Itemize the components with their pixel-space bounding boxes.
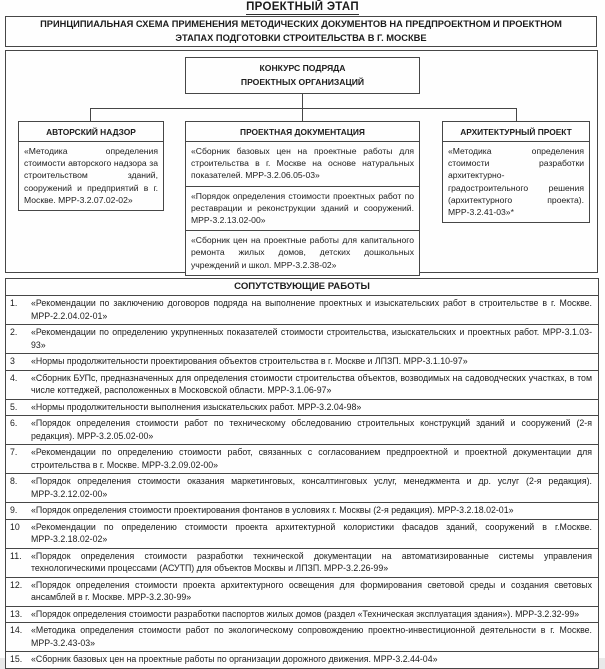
page-title-text: ПРОЕКТНЫЙ ЭТАП [246,1,359,13]
work-row [5,519,599,549]
flowchart-frame [5,50,598,273]
column-project-documentation [185,121,420,276]
work-row-text: «Порядок определения стоимости проектирования фонтанов в условиях г. Москвы (2-я редакция). МРР-3.2.18.02-01» [31,505,514,515]
work-row-number: 5. [10,401,18,412]
related-works-header: СОПУТСТВУЮЩИЕ РАБОТЫ [5,278,599,296]
work-row [5,295,599,325]
work-row-text: «Рекомендации по определению укрупненных показателей стоимости строительства, изыскательских и проектных работ. МРР-3.1.03-93» [31,327,592,350]
work-row-number: 6. [10,418,18,428]
column-project-documentation-header: ПРОЕКТНАЯ ДОКУМЕНТАЦИЯ [185,121,420,142]
work-row-number: 10 [10,521,20,532]
work-row-text: «Порядок определения стоимости оказания маркетинговых, консалтинговых услуг, менеджмента и др. услуг (2-я редакция). МРР-3.2.12.02-00» [31,476,592,499]
column-author-supervision [18,121,164,211]
doc-item: «Сборник базовых цен на проектные работы для строительства в г. Москве на основе натуральных показателей. МРР-3.2.06.05-03» [185,141,420,187]
doc-item: «Методика определения стоимости авторского надзора за строительством зданий, сооружений и предприятий в г. Москве. МРР-3.2.07.02-02» [18,141,164,211]
work-row-number: 15. [10,654,23,664]
tender-root-node [185,57,420,94]
work-row [5,651,599,669]
column-architectural-project-header: АРХИТЕКТУРНЫЙ ПРОЕКТ [442,121,590,142]
work-row-number: 3 [10,356,15,366]
column-architectural-project [442,121,590,223]
work-row [5,548,599,578]
work-row-number: 7. [10,447,18,457]
work-row-text: «Нормы продолжительности выполнения изыскательских работ. МРР-3.2.04-98» [31,401,362,412]
work-row [5,324,599,354]
work-row-text: «Нормы продолжительности проектирования объектов строительства в г. Москве и ЛПЗП. МРР-3.1.10-97» [31,356,468,366]
connector-drop-right-line [516,108,517,121]
scheme-title-text: ПРИНЦИПИАЛЬНАЯ СХЕМА ПРИМЕНЕНИЯ МЕТОДИЧЕСКИХ ДОКУМЕНТОВ НА ПРЕДПРОЕКТНОМ И ПРОЕКТНОМ ЭТАПАХ ПОДГОТОВКИ СТРОИТЕЛЬСТВА В Г. МОСКВЕ [40,19,562,43]
work-row-text: «Порядок определения стоимости разработки технической документации на автоматизированные системы управления технологическими процессами (АСУТП) для объектов Москвы и ЛПЗП. МРР-3.2.26-99» [31,550,592,573]
work-row-number: 11. [10,550,22,561]
work-row-number: 13. [10,608,23,619]
tender-root-line1: КОНКУРС ПОДРЯДА [259,63,346,74]
work-row-text: «Сборник базовых цен на проектные работы по организации дорожного движения. МРР-3.2.44-04» [31,654,438,664]
doc-item: «Сборник цен на проектные работы для капитального ремонта жилых домов, детских дошкольных учреждений и школ. МРР-3.2.38-02» [185,230,420,276]
column-author-supervision-header: АВТОРСКИЙ НАДЗОР [18,121,164,142]
work-row-number: 1. [10,298,18,308]
connector-drop-left-line [90,108,91,121]
work-row [5,606,599,624]
work-row [5,370,599,400]
work-row-text: «Рекомендации по определению стоимости проекта архитектурной колористики фасадов зданий, сооружений в г.Москве. МРР-3.2.18.02-02» [31,521,592,544]
work-row [5,444,599,474]
related-works-table [5,278,599,669]
work-row-text: «Сборник БУПс, предназначенных для определения стоимости строительства объектов, возводимых на садоводческих участках, в том числе коттеджей, расположенных в Московской области. МРР-3.1.06-97» [31,372,592,395]
work-row-number: 2. [10,327,18,337]
connector-drop-middle-line [302,108,303,121]
tender-root-line2: ПРОЕКТНЫХ ОРГАНИЗАЦИЙ [240,76,365,87]
connector-stub-line [302,94,303,108]
work-row-number: 4. [10,372,18,383]
connector-horizontal-line [90,108,517,109]
work-row-text: «Методика определения стоимости работ по экологическому сопровождению проектно-инвестиционной деятельности в г. Москве. МРР-3.2.43-03» [31,625,592,648]
work-row [5,622,599,652]
work-row-number: 14. [10,625,23,635]
doc-item: «Порядок определения стоимости проектных работ по реставрации и реконструкции зданий и сооружений. МРР-3.2.13.02-00» [185,186,420,232]
work-row-text: «Рекомендации по заключению договоров подряда на выполнение проектных и изыскательских работ в строительстве в г. Москве. МРР-2.2.04.02-01» [31,298,592,321]
work-row-text: «Рекомендации по определению стоимости работ, связанных с согласованием предпроектной и проектной документации для строительства в г. Москве. МРР-3.2.09.02-00» [31,447,592,470]
work-row-number: 8. [10,476,18,486]
work-row [5,502,599,520]
work-row-text: «Порядок определения стоимости проекта архитектурного освещения для формирования световой среды и создания световых ансамблей в г. Москве. МРР-3.2.30-99» [31,579,592,602]
work-row [5,415,599,445]
work-row [5,353,599,371]
scheme-title-box [5,16,597,47]
page-title [0,1,605,13]
work-row [5,577,599,607]
work-row-number: 9. [10,505,18,515]
work-row-text: «Порядок определения стоимости работ по техническому обследованию строительных конструкций зданий и сооружений (2-я редакция). МРР-3.2.05.02-00» [31,418,592,441]
doc-item: «Методика определения стоимости разработки архитектурно-градостроительного решения (архитектурного проекта). МРР-3.2.41-03»* [442,141,590,223]
work-row [5,473,599,503]
work-row-number: 12. [10,579,23,590]
work-row-text: «Порядок определения стоимости разработки паспортов жилых домов (раздел «Техническая эксплуатация здания»). МРР-3.2.32-99» [31,608,580,619]
work-row [5,399,599,417]
